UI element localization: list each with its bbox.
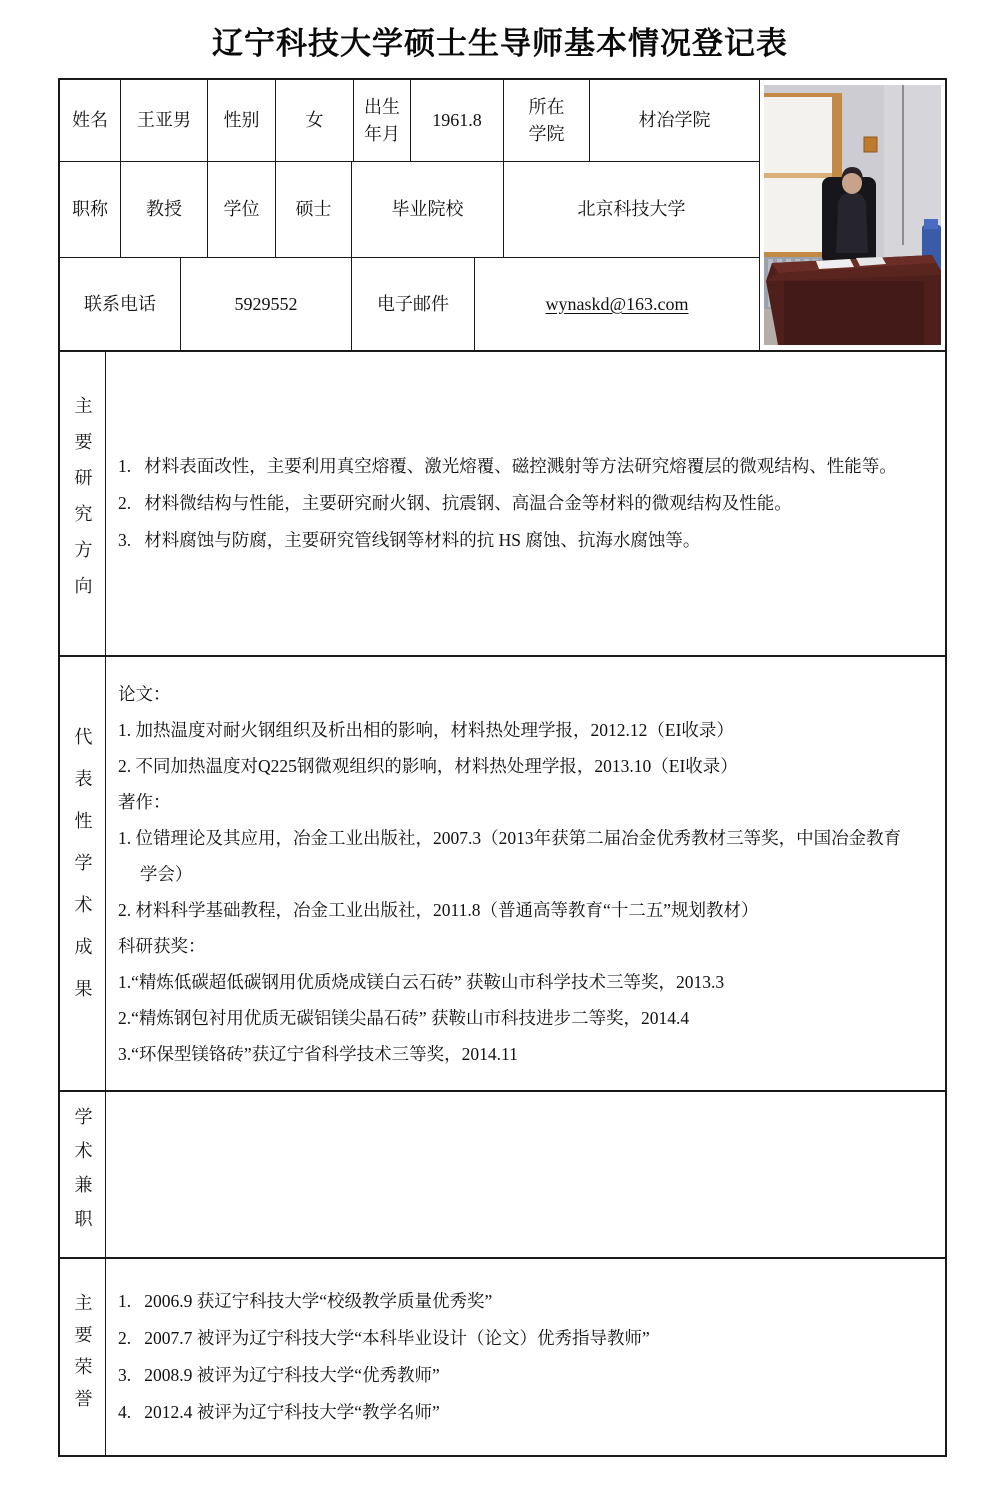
name-value: 王亚男 bbox=[121, 80, 208, 161]
section-research-directions bbox=[60, 352, 945, 657]
research-directions-label: 主要研究方向 bbox=[72, 395, 93, 612]
research-directions-content bbox=[106, 352, 945, 655]
prof-title-value: 教授 bbox=[121, 162, 208, 257]
achievement-line: 科研获奖： bbox=[118, 935, 206, 956]
degree-label: 学位 bbox=[208, 162, 276, 257]
achievement-line: 3.“环保型镁铬砖”获辽宁省科学技术三等奖，2014.11 bbox=[118, 1043, 518, 1064]
birth-label bbox=[354, 80, 411, 161]
achievement-line: 1. 位错理论及其应用，冶金工业出版社，2007.3（2013年获第二届冶金优秀教材三等奖，中国冶金教育 bbox=[118, 827, 902, 848]
email-label: 电子邮件 bbox=[352, 258, 475, 350]
prof-title-label: 职称 bbox=[60, 162, 121, 257]
table-row bbox=[60, 80, 759, 162]
achievement-line: 1.“精炼低碳超低碳钢用优质烧成镁白云石砖” 获鞍山市科学技术三等奖，2013.3 bbox=[118, 971, 725, 992]
phone-value: 5929552 bbox=[181, 258, 352, 350]
achievement-line: 2.“精炼钢包衬用优质无碳铝镁尖晶石砖” 获鞍山市科技进步二等奖，2014.4 bbox=[118, 1007, 690, 1028]
research-direction-item: 3. 材料腐蚀与防腐，主要研究管线钢等材料的抗 HS 腐蚀、抗海水腐蚀等。 bbox=[118, 530, 701, 550]
supervisor-photo bbox=[764, 85, 941, 345]
achievement-line: 著作： bbox=[118, 791, 171, 812]
phone-label: 联系电话 bbox=[60, 258, 181, 350]
page-title: 辽宁科技大学硕士生导师基本情况登记表 bbox=[212, 26, 788, 61]
main-honors-header bbox=[60, 1259, 106, 1455]
honor-item: 2. 2007.7 被评为辽宁科技大学“本科毕业设计（论文）优秀指导教师” bbox=[118, 1328, 650, 1348]
supervisor-info-table bbox=[58, 78, 947, 1457]
honor-item: 3. 2008.9 被评为辽宁科技大学“优秀教师” bbox=[118, 1365, 440, 1385]
alma-mater-value: 北京科技大学 bbox=[577, 199, 686, 219]
birth-value: 1961.8 bbox=[411, 80, 504, 161]
academic-positions-header bbox=[60, 1092, 106, 1257]
main-honors-content bbox=[106, 1259, 945, 1455]
table-row bbox=[60, 258, 759, 350]
basic-info-grid bbox=[60, 80, 760, 350]
college-label-text: 所在学院 bbox=[528, 96, 565, 144]
college-value: 材冶学院 bbox=[638, 110, 711, 130]
table-row bbox=[60, 162, 759, 258]
achievement-line: 学会） bbox=[118, 863, 193, 884]
achievement-line: 论文： bbox=[118, 683, 171, 704]
research-direction-item: 1. 材料表面改性，主要利用真空熔覆、激光熔覆、磁控溅射等方法研究熔覆层的微观结构、性能等。 bbox=[118, 456, 897, 476]
gender-value: 女 bbox=[276, 80, 354, 161]
achievements-header bbox=[60, 657, 106, 1090]
main-honors-label: 主要荣誉 bbox=[72, 1293, 93, 1421]
degree-value: 硕士 bbox=[276, 162, 352, 257]
honor-item: 4. 2012.4 被评为辽宁科技大学“教学名师” bbox=[118, 1402, 440, 1422]
section-main-honors bbox=[60, 1259, 945, 1455]
gender-label: 性别 bbox=[208, 80, 276, 161]
achievements-label: 代表性学术成果 bbox=[72, 726, 93, 1021]
achievements-content bbox=[106, 657, 945, 1090]
basic-info-region bbox=[60, 80, 945, 352]
honor-item: 1. 2006.9 获辽宁科技大学“校级教学质量优秀奖” bbox=[118, 1291, 493, 1311]
photo-cell bbox=[760, 80, 945, 350]
academic-positions-label: 学术兼职 bbox=[72, 1106, 93, 1243]
birth-label-text: 出生年月 bbox=[364, 96, 400, 144]
research-direction-item: 2. 材料微结构与性能，主要研究耐火钢、抗震钢、高温合金等材料的微观结构及性能。 bbox=[118, 493, 792, 513]
achievement-line: 1. 加热温度对耐火钢组织及析出相的影响，材料热处理学报，2012.12（EI收录） bbox=[118, 719, 734, 740]
email-link[interactable]: wynaskd@163.com bbox=[545, 293, 689, 314]
college-label bbox=[504, 80, 590, 161]
email-value bbox=[475, 258, 759, 350]
alma-mater-label: 毕业院校 bbox=[352, 162, 504, 257]
section-achievements bbox=[60, 657, 945, 1092]
achievement-line: 2. 材料科学基础教程，冶金工业出版社，2011.8（普通高等教育“十二五”规划教材） bbox=[118, 899, 759, 920]
name-label: 姓名 bbox=[60, 80, 121, 161]
achievement-line: 2. 不同加热温度对Q225钢微观组织的影响，材料热处理学报，2013.10（EI收录） bbox=[118, 755, 738, 776]
academic-positions-content bbox=[106, 1092, 945, 1257]
section-academic-positions bbox=[60, 1092, 945, 1259]
research-directions-header bbox=[60, 352, 106, 655]
